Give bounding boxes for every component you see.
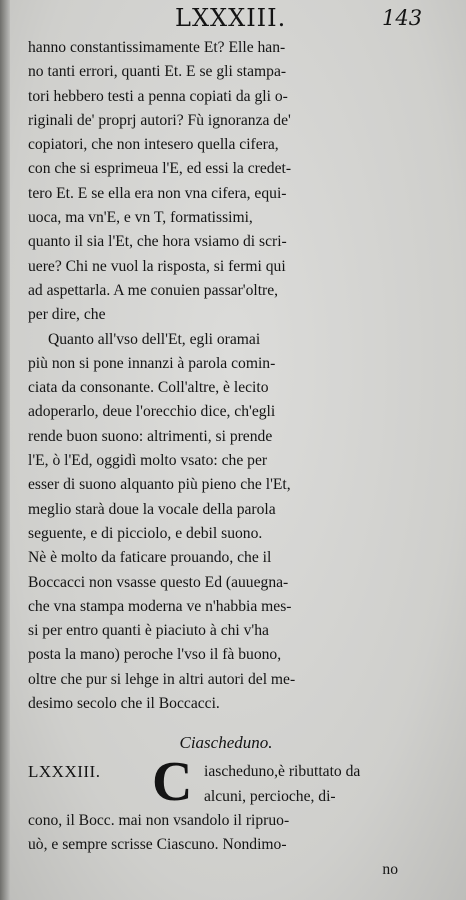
page-number: 143 xyxy=(382,6,423,30)
text-line: seguente, e di picciolo, e debil suono. xyxy=(28,524,263,542)
catchword: no xyxy=(382,860,398,878)
text-line: per dire, che xyxy=(28,306,106,324)
text-line: rende buon suono: altrimenti, si prende xyxy=(28,427,273,445)
running-head: LXXXIII. xyxy=(175,4,287,32)
text-line: oltre che pur si lehge in altri autori del me- xyxy=(28,670,296,688)
text-line: esser di suono alquanto più pieno che l'Et, xyxy=(28,476,291,494)
entry-line: cono, il Bocc. mai non vsandolo il ripruo- xyxy=(28,811,290,829)
text-line: uoca, ma vn'E, e vn T, formatissimi, xyxy=(28,209,253,227)
text-line: hanno constantissimamente Et? Elle han- xyxy=(28,39,286,56)
entry-line: uò, e sempre scrisse Ciascuno. Nondimo- xyxy=(28,836,287,854)
text-line: Quanto all'vso dell'Et, egli oramai xyxy=(48,330,261,348)
text-line: Boccacci non vsasse questo Ed (auuegna- xyxy=(28,573,289,591)
text-line: uere? Chi ne vuol la risposta, si fermi qui xyxy=(28,257,286,275)
paragraph-2 xyxy=(28,328,424,717)
text-line: che vna stampa moderna ve n'habbia mes- xyxy=(28,597,292,615)
text-line: Nè è molto da faticare prouando, che il xyxy=(28,549,272,567)
text-line: no tanti errori, quanti Et. E se gli stampa- xyxy=(28,63,287,81)
drop-capital: C xyxy=(152,751,193,814)
text-line: meglio starà doue la vocale della parola xyxy=(28,500,276,518)
entry-line: iascheduno,è ributtato da xyxy=(204,763,361,781)
text-line: riginali de' proprj autori? Fù ignoranza de' xyxy=(28,111,291,129)
text-line: più non si pone innanzi à parola comin- xyxy=(28,354,276,372)
section-title: Ciascheduno. xyxy=(179,733,273,753)
page-header xyxy=(0,4,466,32)
entry-number: LXXXIII. xyxy=(28,762,101,782)
page-gutter-shadow xyxy=(0,0,10,900)
text-line: ad aspettarla. A me conuien passar'oltre, xyxy=(28,281,279,299)
text-line: tori hebbero testi a penna copiati da gli o- xyxy=(28,87,288,105)
text-line: si per entro quanti è piaciuto à chi v'ha xyxy=(28,622,269,640)
text-line: quanto il sia l'Et, che hora vsiamo di scri- xyxy=(28,233,287,251)
text-line: posta la mano) peroche l'vso il fà buono, xyxy=(28,646,282,664)
entry-line: alcuni, percioche, di- xyxy=(204,787,336,805)
text-line: copiatori, che non intesero quella cifera, xyxy=(28,136,279,154)
text-line: adoperarlo, deue l'orecchio dice, ch'egli xyxy=(28,403,276,421)
text-line: desimo secolo che il Boccacci. xyxy=(28,695,220,713)
text-line: l'E, ò l'Ed, oggidì molto vsato: che per xyxy=(28,452,268,470)
text-line: con che si esprimeua l'E, ed essi la credet- xyxy=(28,160,292,178)
text-line: ciata da consonante. Coll'altre, è lecito xyxy=(28,379,269,397)
text-line: tero Et. E se ella era non vna cifera, equi- xyxy=(28,184,287,202)
body-text xyxy=(28,36,424,882)
paragraph-1 xyxy=(28,36,424,328)
entry-ciascheduno xyxy=(28,751,424,857)
